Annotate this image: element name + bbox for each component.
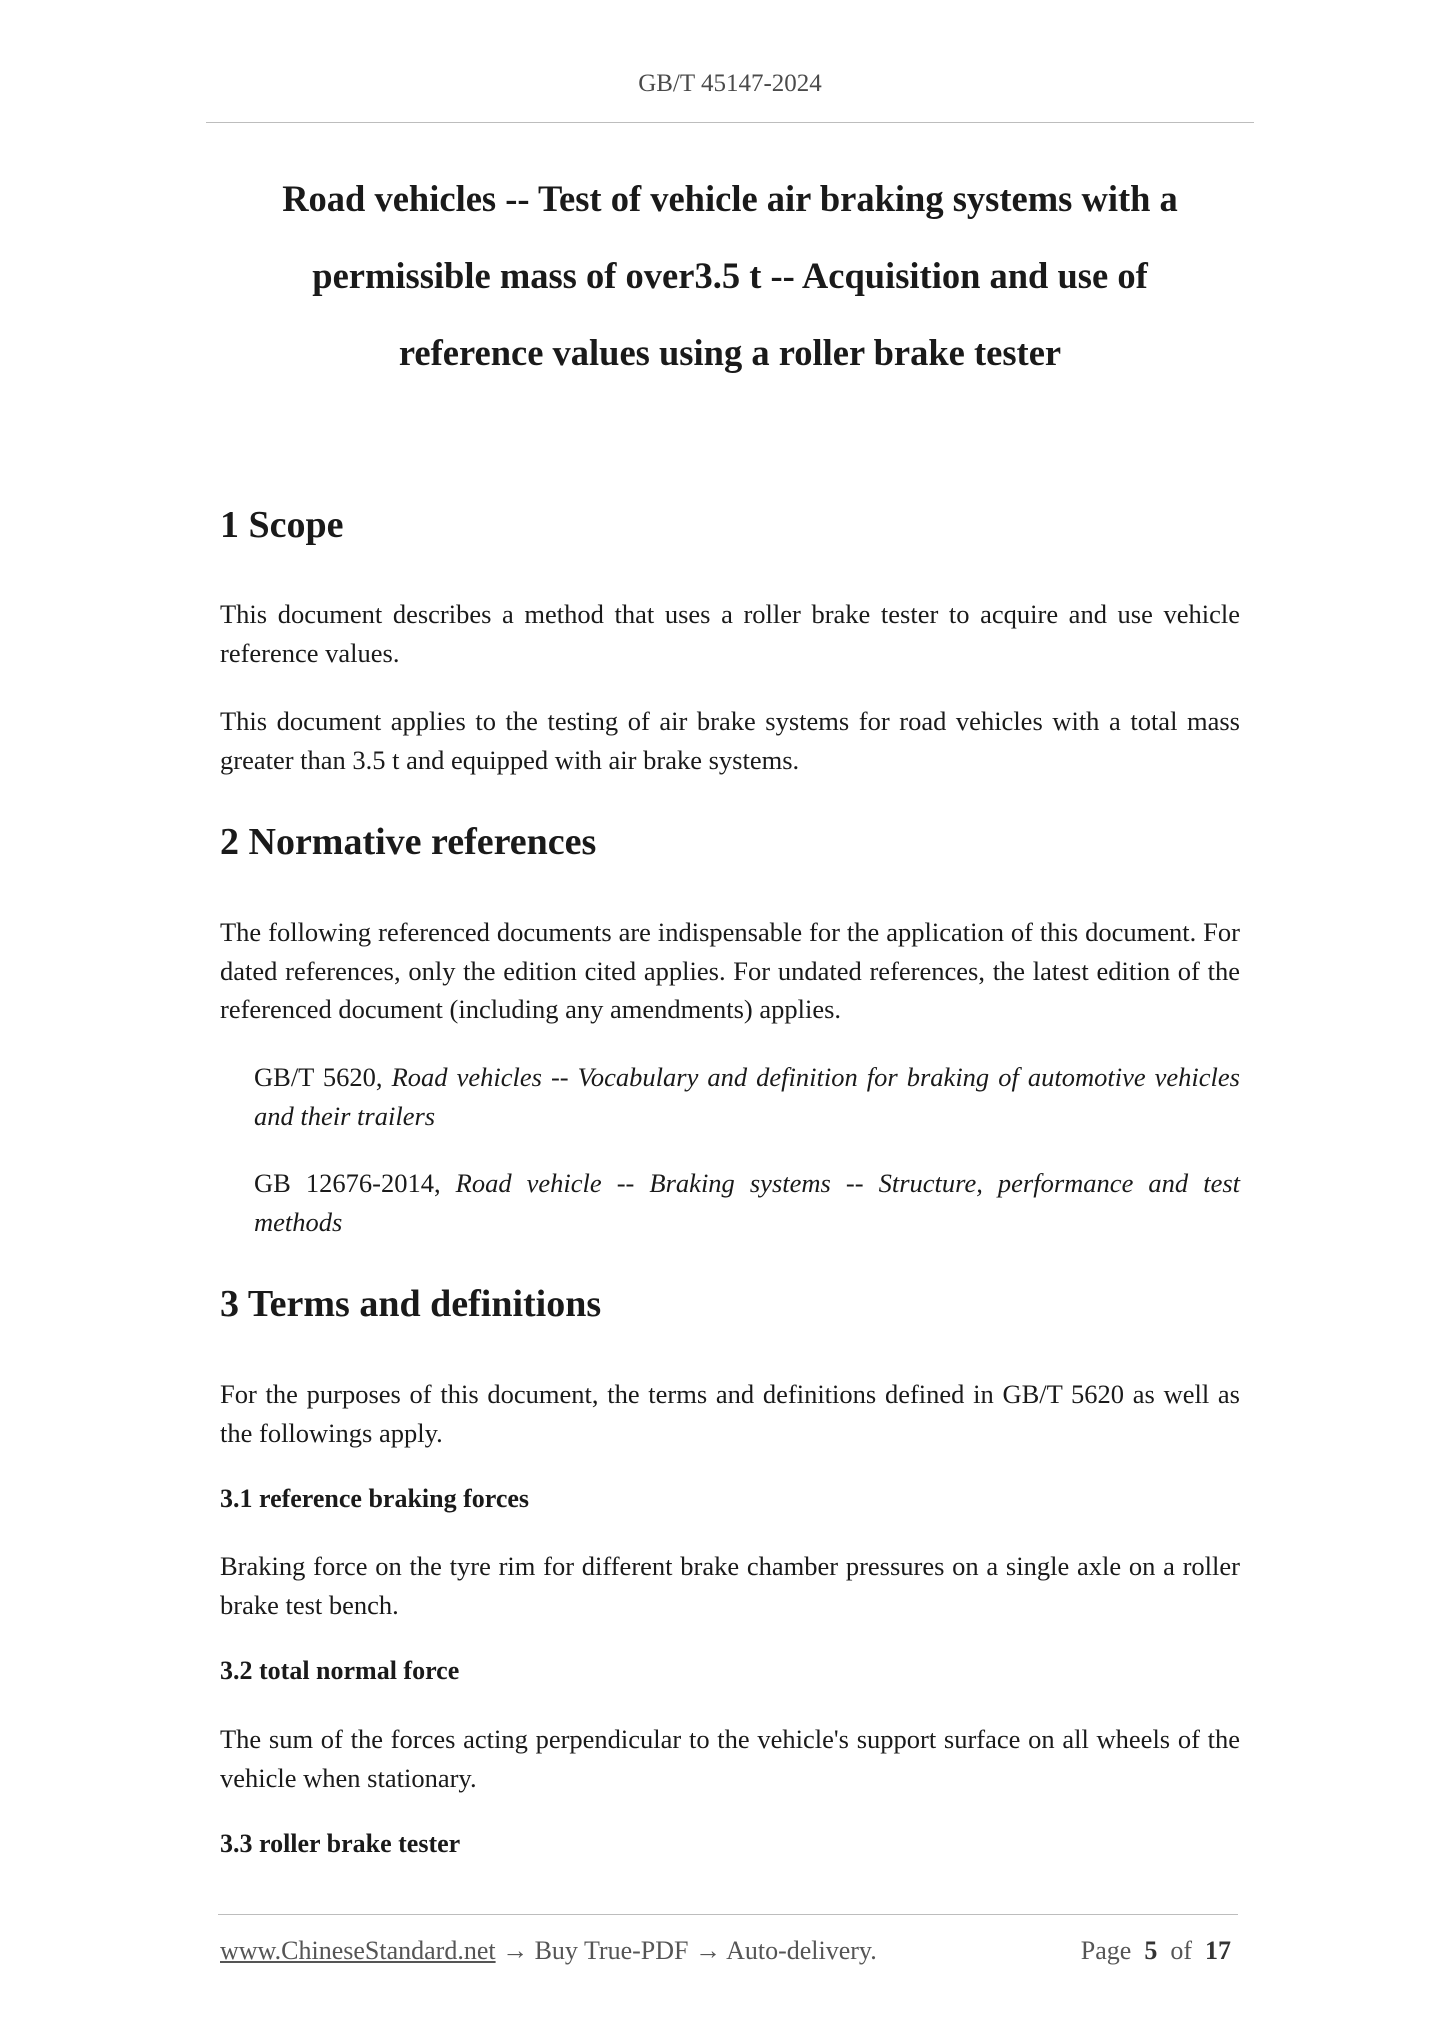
section-normative-heading: 2 Normative references (220, 821, 597, 863)
site-link[interactable]: www.ChineseStandard.net (220, 1936, 496, 1965)
reference-code-1: GB/T 5620, (254, 1062, 392, 1092)
total-pages-number: 17 (1205, 1936, 1231, 1965)
arrow-right-icon: → (502, 1936, 529, 1965)
term-3-1-heading: 3.1 reference braking forces (220, 1484, 530, 1513)
document-title (220, 160, 1240, 391)
footer-promo (220, 1936, 877, 1966)
reference-item-2 (254, 1164, 1240, 1241)
reference-title-2: Road vehicle -- Braking systems -- Structure, performance and test methods (254, 1168, 1241, 1237)
page-indicator (1081, 1936, 1231, 1966)
terms-intro-paragraph: For the purposes of this document, the terms and definitions defined in GB/T 5620 as well as the followings apply. (220, 1379, 1240, 1448)
title-line-3: reference values using a roller brake tester (398, 332, 1062, 373)
current-page-number: 5 (1144, 1936, 1158, 1965)
title-line-2: permissible mass of over3.5 t -- Acquisition and use of (312, 255, 1148, 296)
reference-code-2: GB 12676-2014, (254, 1168, 456, 1198)
of-label: of (1170, 1936, 1192, 1965)
title-line-1: Road vehicles -- Test of vehicle air braking systems with a (282, 178, 1178, 219)
reference-item-1 (254, 1058, 1240, 1135)
footer-divider (218, 1914, 1238, 1915)
scope-paragraph-1: This document describes a method that uses a roller brake tester to acquire and use vehicle reference values. (220, 599, 1240, 668)
arrow-right-icon: → (695, 1936, 721, 1965)
header-divider (206, 122, 1254, 123)
normative-paragraph: The following referenced documents are indispensable for the application of this document. For dated references, only the edition cited applies. For undated references, the latest edition of the referenced document (including any amendments) applies. (220, 917, 1240, 1024)
buy-true-pdf-text: Buy True-PDF (534, 1936, 689, 1965)
scope-paragraph-2: This document applies to the testing of air brake systems for road vehicles with a total mass greater than 3.5 t and equipped with air brake systems. (220, 706, 1240, 775)
section-terms-heading: 3 Terms and definitions (220, 1283, 602, 1325)
document-code-header: GB/T 45147-2024 (638, 70, 822, 97)
term-3-2-definition: The sum of the forces acting perpendicular to the vehicle's support surface on all wheels of the vehicle when stationary. (220, 1724, 1240, 1793)
reference-title-1: Road vehicles -- Vocabulary and definition for braking of automotive vehicles and their trailers (254, 1062, 1240, 1131)
term-3-3-heading: 3.3 roller brake tester (220, 1829, 461, 1858)
auto-delivery-text: Auto-delivery. (726, 1936, 877, 1965)
term-3-2-heading: 3.2 total normal force (220, 1656, 460, 1685)
page-label: Page (1080, 1936, 1132, 1965)
term-3-1-definition: Braking force on the tyre rim for different brake chamber pressures on a single axle on a roller brake test bench. (220, 1551, 1240, 1620)
section-scope-heading: 1 Scope (220, 504, 344, 546)
